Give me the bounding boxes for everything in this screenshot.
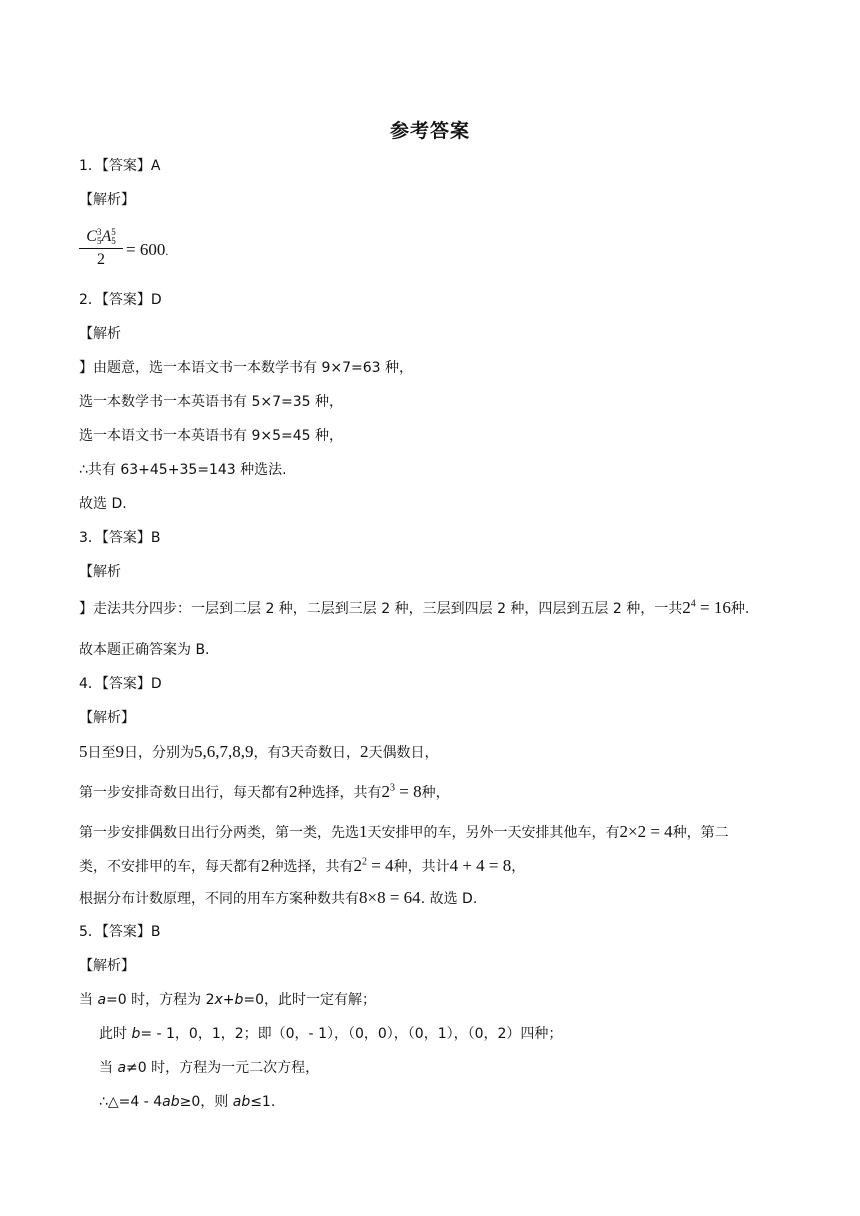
q4-l4-power	[354, 856, 394, 875]
q4-l4-power-base: 2	[353, 856, 362, 875]
q5-l4a: ∴△=4 - 4	[99, 1094, 163, 1110]
q1-analysis-label: 【解析】	[79, 192, 135, 208]
q2-line-1: 】由题意，选一本语文书一本数学书有 9×7=63 种，	[79, 360, 413, 376]
q1-result	[126, 240, 168, 260]
q5-l4b: ab	[162, 1094, 180, 1110]
q1-c-sub: 5	[96, 236, 102, 247]
q3-line-2: 故本题正确答案为 B.	[79, 642, 210, 658]
q4-line-3	[79, 822, 729, 843]
q5-l3c: ≠0 时，方程为一元二次方程，	[126, 1060, 320, 1076]
q5-l1a: 当	[79, 992, 98, 1008]
q2-line-5: 故选 D.	[79, 496, 127, 512]
q4-l4e: 种，共计	[393, 859, 450, 875]
q2-line-3: 选一本语文书一本英语书有 9×5=45 种，	[79, 428, 343, 444]
q3-line-1-text: 】走法共分四步：一层到二层 2 种，二层到三层 2 种，三层到四层 2 种，四层到五层 2 种，一共	[79, 601, 683, 617]
q3-power-exp: 4	[690, 598, 696, 610]
page-title: 参考答案	[389, 120, 470, 142]
q2-line-2: 选一本数学书一本英语书有 5×7=35 种，	[79, 394, 343, 410]
q5-line-3	[99, 1058, 319, 1078]
q5-l2b: b	[131, 1026, 141, 1042]
q4-line-4	[79, 856, 525, 877]
q5-l1d: x	[214, 992, 223, 1008]
q4-l4c: 种选择，共有	[269, 859, 354, 875]
q4-l2-power-rest: = 8	[395, 782, 422, 801]
q5-l4e: ≤1.	[250, 1094, 276, 1110]
q4-l3a: 第一步安排偶数日出行分两类，第一类，先选	[79, 825, 359, 841]
q1-fraction	[79, 228, 123, 270]
q3-line-1-end: 种.	[730, 601, 750, 617]
q1-fraction-numerator	[79, 228, 123, 249]
q4-l3c: 天安排甲的车，另外一天安排其他车，有	[367, 825, 620, 841]
q1-result-value: = 600	[126, 240, 166, 259]
q1-a-symbol: A	[101, 228, 112, 245]
q3-answer: 3．【答案】B	[79, 530, 161, 546]
q4-l4a: 类，不安排甲的车，每天都有	[79, 859, 261, 875]
q4-l4-power-exp: 2	[362, 856, 367, 868]
q2-analysis-label: 【解析	[79, 326, 121, 342]
q3-power-expr	[682, 598, 731, 617]
q5-l1e: +	[222, 992, 235, 1008]
q1-fraction-denominator: 2	[97, 251, 105, 269]
q3-power-rest: = 16	[695, 598, 731, 617]
q4-l3b: 1	[359, 822, 368, 841]
q5-l2c: = - 1，0，1，2；即（0，- 1），（0，0），（0，1），（0，2）四种；	[140, 1026, 563, 1042]
q5-l3b: a	[117, 1060, 127, 1076]
q5-answer: 5．【答案】B	[79, 924, 161, 940]
q1-a-sup: 5	[111, 227, 116, 238]
q5-line-2	[99, 1024, 562, 1044]
q5-l1f: b	[234, 992, 244, 1008]
q4-l1d: 日，分别为	[124, 745, 194, 761]
q4-l3d: 2×2 = 4	[619, 822, 673, 841]
q4-l1a: 5	[79, 742, 88, 761]
q3-line-1	[79, 598, 749, 619]
q5-line-4	[99, 1092, 275, 1112]
q4-l1g: 3	[281, 742, 290, 761]
q2-line-4: ∴共有 63+45+35=143 种选法.	[79, 462, 287, 478]
q4-l2-power-base: 2	[381, 782, 390, 801]
q4-l5a: 根据分布计数原理，不同的用车方案种数共有	[79, 891, 359, 907]
q1-answer: 1．【答案】A	[79, 158, 161, 174]
q4-l1c: 9	[115, 742, 124, 761]
q5-l3a: 当	[99, 1060, 118, 1076]
q4-l2a: 第一步安排奇数日出行，每天都有	[79, 785, 289, 801]
q4-l4-power-rest: = 4	[367, 856, 394, 875]
q5-l1c: =0 时，方程为 2	[106, 992, 215, 1008]
q3-power-base: 2	[682, 598, 691, 617]
q4-l2-power	[382, 782, 422, 801]
q4-l1b: 日至	[87, 745, 116, 761]
q4-l2-power-exp: 3	[390, 782, 395, 794]
q4-l1f: ，有	[253, 745, 282, 761]
q1-a-sub: 5	[111, 236, 116, 247]
q4-line-5	[79, 888, 477, 909]
q1-c-symbol: C	[86, 228, 97, 245]
q1-c-sup: 3	[96, 227, 102, 238]
q4-analysis-label: 【解析】	[79, 710, 135, 726]
q4-l1h: 天奇数日，	[290, 745, 360, 761]
q4-l4f: 4 + 4 = 8	[449, 856, 512, 875]
q5-l1b: a	[97, 992, 107, 1008]
q4-l1i: 2	[360, 742, 369, 761]
q4-l4g: ，	[511, 859, 526, 875]
q4-l1e: 5,6,7,8,9	[194, 742, 254, 761]
q5-l4d: ab	[232, 1094, 251, 1110]
q5-l1g: =0，此时一定有解；	[243, 992, 377, 1008]
q5-analysis-label: 【解析】	[79, 958, 135, 974]
q4-l5b: 8×8 = 64	[359, 888, 421, 907]
q5-line-1	[79, 990, 376, 1010]
q5-l4c: ≥0，则	[179, 1094, 233, 1110]
q4-l1j: 天偶数日，	[368, 745, 439, 761]
q4-l2b: 2	[289, 782, 298, 801]
q4-l3e: 种，第二	[672, 825, 729, 841]
q1-result-period: .	[165, 244, 169, 258]
q4-l5c: . 故选 D.	[420, 891, 478, 907]
q2-answer: 2．【答案】D	[79, 292, 162, 308]
q4-l2e: 种，	[421, 785, 450, 801]
q4-l4b: 2	[261, 856, 270, 875]
q4-line-1	[79, 742, 439, 763]
q5-l2a: 此时	[99, 1026, 132, 1042]
q4-line-2	[79, 782, 450, 803]
q4-l2c: 种选择，共有	[297, 785, 382, 801]
q4-answer: 4．【答案】D	[79, 676, 162, 692]
q3-analysis-label: 【解析	[79, 564, 121, 580]
